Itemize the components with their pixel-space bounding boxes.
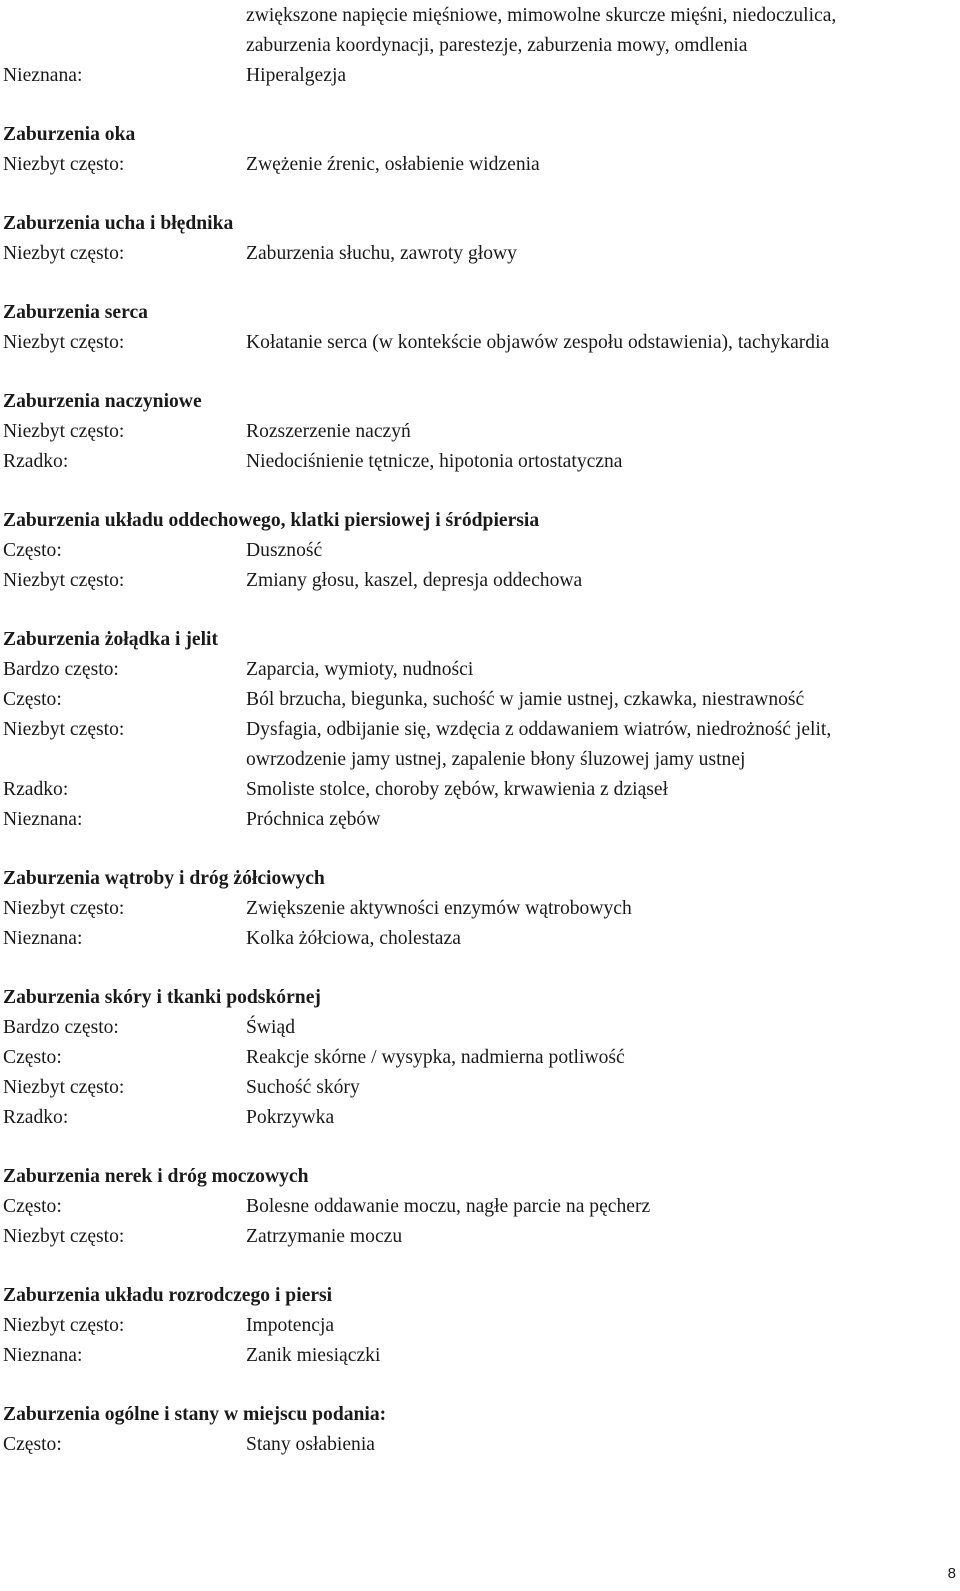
continuation-line (3, 31, 955, 61)
entry-row (3, 1013, 955, 1043)
section-heading: Zaburzenia skóry i tkanki podskórnej (3, 987, 321, 1008)
entry-row (3, 1430, 955, 1460)
effect-text: Zatrzymanie moczu (246, 1226, 403, 1247)
frequency-label: Nieznana: (3, 809, 83, 830)
section-heading: Zaburzenia nerek i dróg moczowych (3, 1166, 309, 1187)
entry-row (3, 536, 955, 566)
soc-section (3, 983, 955, 1133)
soc-section (3, 387, 955, 477)
entry-row (3, 924, 955, 954)
frequency-label: Nieznana: (3, 65, 83, 86)
entry-row (3, 775, 955, 805)
section-heading: Zaburzenia wątroby i dróg żółciowych (3, 868, 325, 889)
entry-row (3, 1222, 955, 1252)
entry-row (3, 655, 955, 685)
entry-row (3, 417, 955, 447)
entry-row (3, 1073, 955, 1103)
soc-section (3, 1400, 955, 1460)
frequency-label: Często: (3, 1196, 62, 1217)
entry-row (3, 1341, 955, 1371)
frequency-label: Niezbyt często: (3, 1315, 125, 1336)
entry-row (3, 805, 955, 835)
section-heading: Zaburzenia układu rozrodczego i piersi (3, 1285, 333, 1306)
effect-text: Niedociśnienie tętnicze, hipotonia ortostatyczna (246, 451, 623, 472)
frequency-label: Często: (3, 540, 62, 561)
entry-row (3, 715, 955, 745)
entry-row (3, 447, 955, 477)
effect-text: Zwiększenie aktywności enzymów wątrobowych (246, 898, 632, 919)
section-gap (3, 596, 955, 625)
frequency-label: Rzadko: (3, 1107, 69, 1128)
effect-text: Próchnica zębów (246, 809, 381, 830)
entry-row (3, 239, 955, 269)
soc-section (3, 298, 955, 358)
continuation-text: zaburzenia koordynacji, parestezje, zaburzenia mowy, omdlenia (246, 35, 748, 56)
frequency-label: Niezbyt często: (3, 154, 125, 175)
effect-text: Zaparcia, wymioty, nudności (246, 659, 474, 680)
effect-text: Świąd (246, 1017, 295, 1038)
effect-text: Hiperalgezja (246, 65, 347, 86)
section-gap (3, 1371, 955, 1400)
soc-section (3, 1281, 955, 1371)
frequency-label: Często: (3, 689, 62, 710)
frequency-label: Bardzo często: (3, 1017, 119, 1038)
section-heading: Zaburzenia układu oddechowego, klatki piersiowej i śródpiersia (3, 510, 540, 531)
continuation-text: zwiększone napięcie mięśniowe, mimowolne skurcze mięśni, niedoczulica, (246, 5, 837, 26)
effect-text: owrzodzenie jamy ustnej, zapalenie błony śluzowej jamy ustnej (246, 749, 746, 770)
section-gap (3, 358, 955, 387)
frequency-label: Rzadko: (3, 779, 69, 800)
document-body (3, 1, 955, 1460)
section-heading: Zaburzenia oka (3, 124, 136, 145)
frequency-label: Niezbyt często: (3, 421, 125, 442)
soc-section (3, 120, 955, 180)
effect-text: Kołatanie serca (w kontekście objawów zespołu odstawienia), tachykardia (246, 332, 830, 353)
section-heading: Zaburzenia ucha i błędnika (3, 213, 234, 234)
soc-section (3, 625, 955, 835)
effect-text: Duszność (246, 540, 323, 561)
frequency-label: Nieznana: (3, 928, 83, 949)
section-gap (3, 180, 955, 209)
section-gap (3, 477, 955, 506)
effect-text: Zmiany głosu, kaszel, depresja oddechowa (246, 570, 583, 591)
effect-text: Dysfagia, odbijanie się, wzdęcia z oddawaniem wiatrów, niedrożność jelit, (246, 719, 832, 740)
frequency-label: Niezbyt często: (3, 898, 125, 919)
section-gap (3, 1133, 955, 1162)
frequency-label: Niezbyt często: (3, 1226, 125, 1247)
entry-row (3, 61, 955, 91)
section-heading: Zaburzenia serca (3, 302, 148, 323)
frequency-label: Często: (3, 1434, 62, 1455)
effect-text: Bolesne oddawanie moczu, nagłe parcie na pęcherz (246, 1196, 651, 1217)
page-number: 8 (947, 1565, 956, 1582)
entry-row (3, 1103, 955, 1133)
effect-text: Stany osłabienia (246, 1434, 375, 1455)
entry-row (3, 150, 955, 180)
effect-text: Ból brzucha, biegunka, suchość w jamie ustnej, czkawka, niestrawność (246, 689, 805, 710)
section-heading: Zaburzenia żołądka i jelit (3, 629, 218, 650)
frequency-label: Niezbyt często: (3, 332, 125, 353)
section-gap (3, 269, 955, 298)
effect-text: Kolka żółciowa, cholestaza (246, 928, 461, 949)
effect-text: Zwężenie źrenic, osłabienie widzenia (246, 154, 540, 175)
effect-text: Smoliste stolce, choroby zębów, krwawienia z dziąseł (246, 779, 669, 800)
entry-row (3, 894, 955, 924)
effect-text: Impotencja (246, 1315, 335, 1336)
frequency-label: Niezbyt często: (3, 1077, 125, 1098)
section-gap (3, 954, 955, 983)
effect-text: Reakcje skórne / wysypka, nadmierna potliwość (246, 1047, 625, 1068)
effect-text: Pokrzywka (246, 1107, 335, 1128)
frequency-label: Niezbyt często: (3, 719, 125, 740)
soc-section (3, 506, 955, 596)
frequency-label: Rzadko: (3, 451, 69, 472)
section-heading: Zaburzenia naczyniowe (3, 391, 202, 412)
entry-row (3, 566, 955, 596)
frequency-label: Bardzo często: (3, 659, 119, 680)
section-gap (3, 91, 955, 120)
effect-text: Zaburzenia słuchu, zawroty głowy (246, 243, 517, 264)
entry-row (3, 328, 955, 358)
intro-continuation (3, 1, 955, 91)
section-gap (3, 1252, 955, 1281)
soc-section (3, 1162, 955, 1252)
frequency-label: Niezbyt często: (3, 570, 125, 591)
frequency-label: Często: (3, 1047, 62, 1068)
effect-text: Suchość skóry (246, 1077, 360, 1098)
entry-row (3, 685, 955, 715)
sections-list (3, 91, 955, 1460)
entry-row (3, 745, 955, 775)
soc-section (3, 864, 955, 954)
entry-row (3, 1192, 955, 1222)
soc-section (3, 209, 955, 269)
continuation-line (3, 1, 955, 31)
entry-row (3, 1043, 955, 1073)
section-heading: Zaburzenia ogólne i stany w miejscu podania: (3, 1404, 387, 1425)
entry-row (3, 1311, 955, 1341)
effect-text: Zanik miesiączki (246, 1345, 381, 1366)
frequency-label: Niezbyt często: (3, 243, 125, 264)
section-gap (3, 835, 955, 864)
frequency-label: Nieznana: (3, 1345, 83, 1366)
effect-text: Rozszerzenie naczyń (246, 421, 411, 442)
